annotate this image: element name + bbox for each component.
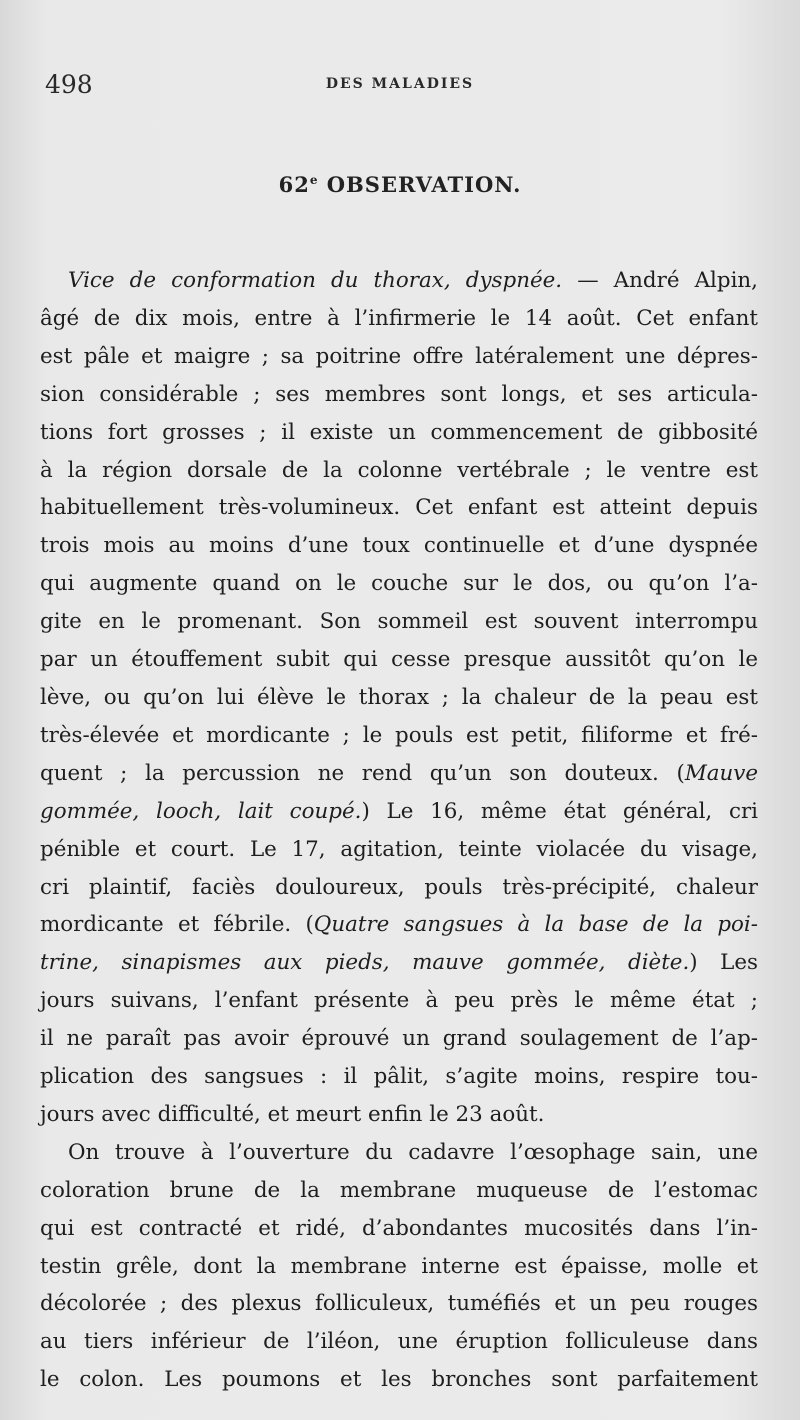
text-line: lève, ou qu’on lui élève le thorax ; la chaleur de la peau est	[40, 684, 758, 710]
text-line: plication des sangsues : il pâlit, s’agite moins, respire tou-	[40, 1064, 758, 1090]
running-head: DES MALADIES	[325, 76, 475, 92]
text-line	[40, 793, 758, 831]
prescription-text: Mauve	[684, 760, 758, 786]
text-line	[40, 944, 758, 982]
prescription-text: Quatre sangsues à la base de la poi-	[313, 912, 758, 938]
paragraph-case-history	[40, 262, 758, 1134]
text-line: qui est contracté et ridé, d’abondantes mucosités dans l’in-	[40, 1215, 758, 1241]
text-span: mordicante et fébrile. (	[40, 912, 314, 938]
text-line: sion considérable ; ses membres sont longs, et ses articula-	[40, 381, 758, 407]
text-span: — André Alpin,	[562, 268, 758, 293]
text-line: habituellement très-volumineux. Cet enfant est atteint depuis	[40, 495, 758, 521]
text-line: au tiers inférieur de l’iléon, une éruption folliculeuse dans	[40, 1329, 758, 1355]
text-line: jours avec difficulté, et meurt enfin le 23 août.	[40, 1101, 545, 1127]
prescription-text: trine, sinapismes aux pieds, mauve gommée, diète.	[40, 950, 690, 976]
text-line: On trouve à l’ouverture du cadavre l’œsophage sain, une	[68, 1139, 758, 1165]
body-text	[40, 262, 758, 1399]
text-line: à la région dorsale de la colonne vertébrale ; le ventre est	[40, 457, 758, 483]
text-line: très-élevée et mordicante ; le pouls est petit, filiforme et fré-	[40, 722, 758, 748]
text-line: décolorée ; des plexus folliculeux, tuméfiés et un peu rouges	[40, 1291, 758, 1317]
text-span: quent ; la percussion ne rend qu’un son douteux. (	[40, 760, 685, 786]
text-line: est pâle et maigre ; sa poitrine offre latéralement une dépres-	[40, 343, 758, 369]
text-line: il ne paraît pas avoir éprouvé un grand soulagement de l’ap-	[40, 1026, 758, 1052]
text-line: le colon. Les poumons et les bronches sont parfaitement	[40, 1367, 758, 1393]
text-line: pénible et court. Le 17, agitation, teinte violacée du visage,	[40, 836, 758, 862]
text-line: trois mois au moins d’une toux continuelle et d’une dyspnée	[40, 533, 758, 559]
text-line	[40, 906, 758, 944]
text-line: tions fort grosses ; il existe un commencement de gibbosité	[40, 419, 758, 445]
observation-number: 62	[278, 172, 310, 197]
text-line: cri plaintif, faciès douloureux, pouls très-précipité, chaleur	[40, 874, 758, 900]
text-line: gite en le promenant. Son sommeil est souvent interrompu	[40, 609, 758, 635]
observation-title: OBSERVATION.	[326, 172, 522, 197]
page-number: 498	[45, 70, 93, 99]
text-line: âgé de dix mois, entre à l’infirmerie le 14 août. Cet enfant	[40, 305, 758, 331]
observation-heading	[0, 172, 800, 197]
page-header	[45, 70, 755, 104]
text-span: ) Le 16, même état général, cri	[361, 798, 759, 824]
text-line: jours suivans, l’enfant présente à peu près le même état ;	[40, 988, 758, 1014]
paragraph-autopsy	[40, 1134, 758, 1399]
text-line	[40, 755, 758, 793]
text-line: coloration brune de la membrane muqueuse de l’estomac	[40, 1177, 758, 1203]
case-title: Vice de conformation du thorax, dyspnée.	[68, 268, 563, 293]
text-line: testin grêle, dont la membrane interne est épaisse, molle et	[40, 1253, 758, 1279]
text-span: ) Les	[689, 950, 758, 976]
text-line: qui augmente quand on le couche sur le dos, ou qu’on l’a-	[40, 571, 758, 597]
text-line	[40, 262, 758, 300]
text-line: par un étouffement subit qui cesse presque aussitôt qu’on le	[40, 647, 758, 673]
observation-number-suffix: e	[309, 173, 319, 187]
prescription-text: gommée, looch, lait coupé.	[40, 798, 362, 824]
